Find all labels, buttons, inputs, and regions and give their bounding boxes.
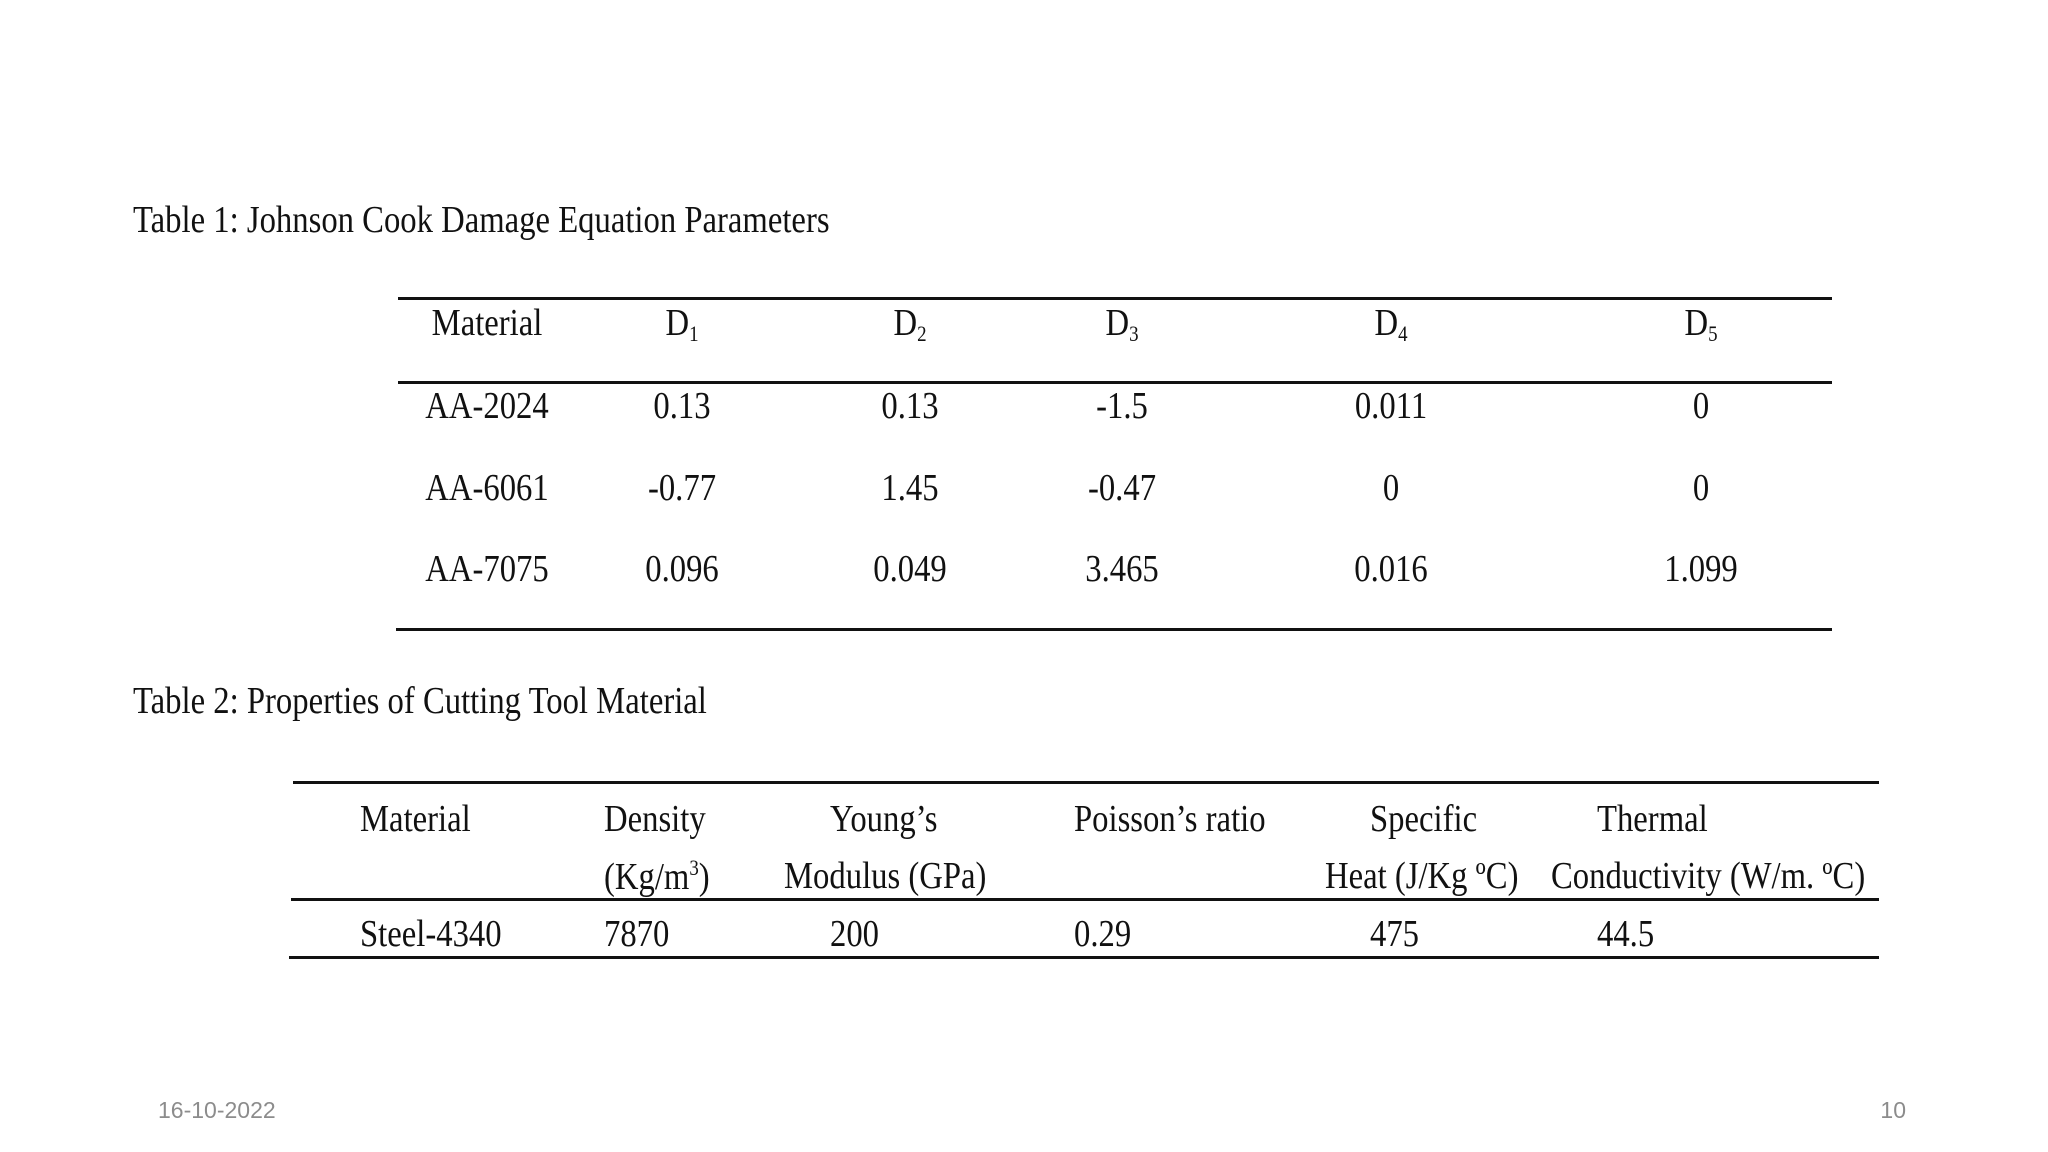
table1-header-rule <box>398 381 1832 384</box>
table1-header-d2: $D_2$ <box>893 302 927 346</box>
table1-cell: AA-6061 <box>425 467 549 509</box>
table2-cell: 0.29 <box>1074 913 1132 955</box>
table1-bottom-rule <box>396 628 1832 631</box>
table1-cell: -1.5 <box>1096 385 1148 427</box>
table1-cell: 3.465 <box>1085 548 1159 590</box>
table1-caption: Table 1: Johnson Cook Damage Equation Parameters <box>133 199 830 241</box>
table1-header-d5: $D_5$ <box>1684 302 1718 346</box>
table1-top-rule <box>398 297 1832 300</box>
table2-cell: 200 <box>830 913 880 955</box>
footer-date: 16-10-2022 <box>158 1097 276 1123</box>
slide-number: 10 <box>1880 1097 1906 1123</box>
table2-header-density: Density <box>604 798 706 840</box>
table1-cell: 0 <box>1692 467 1710 509</box>
table1-cell: 0.096 <box>645 548 719 590</box>
table1-cell: 0.011 <box>1354 385 1428 427</box>
table2-header-rule <box>291 898 1879 901</box>
table2-header-thermal: Thermal <box>1597 798 1708 840</box>
table2-cell: Steel-4340 <box>360 913 502 955</box>
table2-header-specific: Specific <box>1370 798 1478 840</box>
table2-bottom-rule <box>289 956 1879 959</box>
table1-cell: -0.77 <box>647 467 717 509</box>
table2-header-youngs-unit: Modulus (GPa) <box>784 855 987 897</box>
table2-header-thermal-unit: Conductivity (W/m. ºC) <box>1551 855 1866 897</box>
table2-header-density-unit: $(Kg/m^3)$ <box>604 855 710 898</box>
table2-header-youngs: Young’s <box>830 798 938 840</box>
table2-cell: 44.5 <box>1597 913 1655 955</box>
table1-header-d4: $D_4$ <box>1374 302 1408 346</box>
table1-cell: 0 <box>1692 385 1710 427</box>
table2-header-material: Material <box>360 798 471 840</box>
table2-header-specific-unit: Heat (J/Kg ºC) <box>1325 855 1519 897</box>
table1-cell: 0 <box>1382 467 1400 509</box>
table1-cell: 0.049 <box>873 548 947 590</box>
table1-cell: 0.13 <box>881 385 939 427</box>
table1-cell: 1.099 <box>1664 548 1738 590</box>
table1-header-d3: $D_3$ <box>1105 302 1139 346</box>
table1-cell: AA-7075 <box>425 548 549 590</box>
table1-header-material: Material <box>431 302 543 344</box>
table1-cell: 0.13 <box>653 385 711 427</box>
table1-header-d1: $D_1$ <box>665 302 699 346</box>
table2-top-rule <box>293 781 1879 784</box>
table1-cell: 0.016 <box>1354 548 1428 590</box>
table1-cell: AA-2024 <box>425 385 549 427</box>
table2-caption: Table 2: Properties of Cutting Tool Material <box>133 680 707 722</box>
table2-cell: 7870 <box>604 913 670 955</box>
table2-cell: 475 <box>1370 913 1420 955</box>
table1-cell: -0.47 <box>1087 467 1157 509</box>
table1-cell: 1.45 <box>881 467 939 509</box>
table2-header-poisson: Poisson’s ratio <box>1074 798 1266 840</box>
